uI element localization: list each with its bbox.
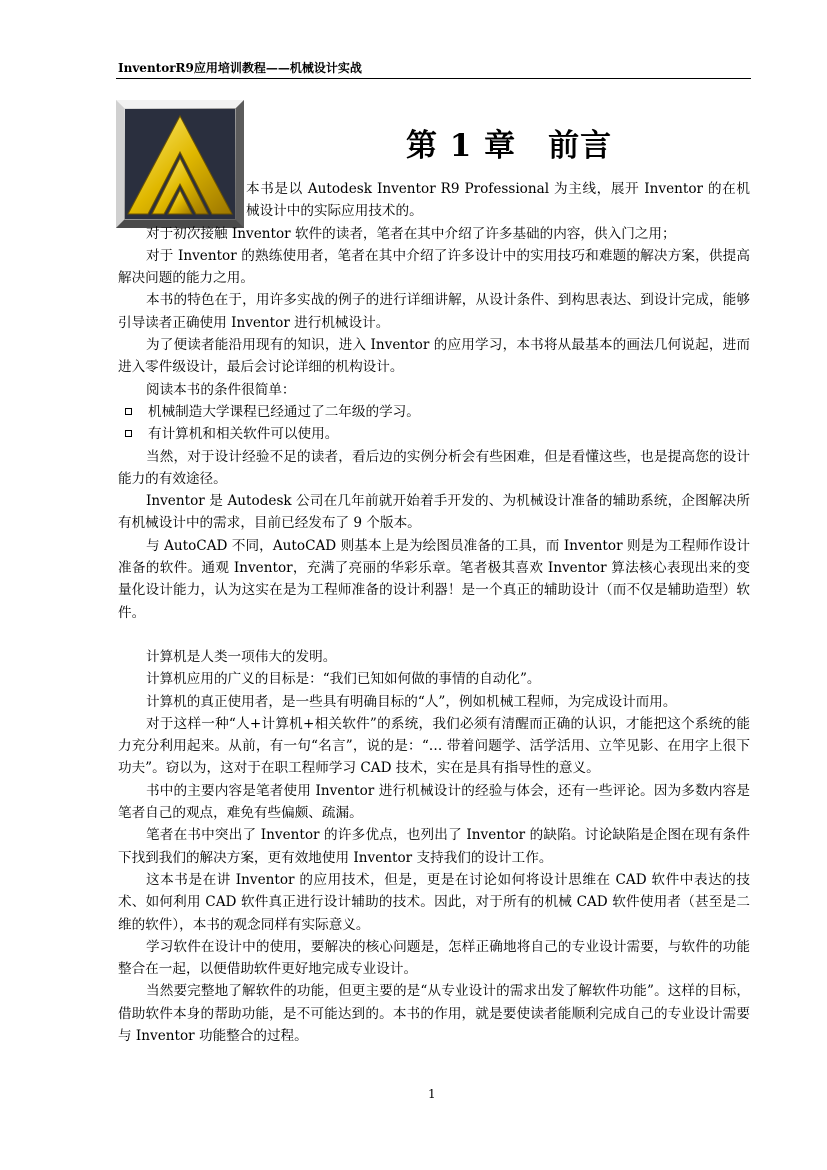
paragraph: 计算机应用的广义的目标是：“我们已知如何做的事情的自动化”。 xyxy=(146,671,541,688)
paragraph: 当然要完整地了解软件的功能，但更主要的是“从专业设计的需求出发了解软件功能”。这样的目标，借助软件本身的帮助功能，是不可能达到的。本书的作用，就是要使读者能顺利完成自己的专业设计需要与 Inventor 功能整合的过程。 xyxy=(118,983,750,1044)
bullet-item xyxy=(118,423,750,445)
paragraph: 与 AutoCAD 不同，AutoCAD 则基本上是为绘图员准备的工具，而 Inventor 则是为工程师作设计准备的软件。通观 Inventor，充满了亮丽的华彩乐章。笔者极其喜欢 Inventor 算法核心表现出来的变量化设计能力，认为这实在是为工程师准备的设计利器！是一个真正的辅助设计（而不仅是辅助造型）软件。 xyxy=(118,537,750,621)
chapter-title: 第 1 章 前言 xyxy=(406,128,613,164)
running-header-title: InventorR9应用培训教程——机械设计实战 xyxy=(118,61,362,75)
header-divider xyxy=(116,78,751,79)
paragraph: 对于初次接触 Inventor 软件的读者，笔者在其中介绍了许多基础的内容，供入门之用； xyxy=(146,225,676,242)
paragraph: 计算机是人类一项伟大的发明。 xyxy=(146,648,337,665)
paragraph: 笔者在书中突出了 Inventor 的许多优点，也列出了 Inventor 的缺陷。讨论缺陷是企图在现有条件下找到我们的解决方案，更有效地使用 Inventor 支持我们的设计工作。 xyxy=(118,827,750,866)
paragraph: Inventor 是 Autodesk 公司在几年前就开始着手开发的、为机械设计准备的辅助系统，企图解决所有机械设计中的需求，目前已经发布了 9 个版本。 xyxy=(118,493,750,532)
checkbox-bullet-icon xyxy=(125,430,132,437)
paragraph: 为了便读者能沿用现有的知识，进入 Inventor 的应用学习，本书将从最基本的画法几何说起，进而进入零件级设计，最后会讨论详细的机构设计。 xyxy=(118,337,750,376)
body-text xyxy=(118,178,750,1047)
intro-paragraph: 本书是以 Autodesk Inventor R9 Professional 为主线，展开 Inventor 的在机械设计中的实际应用技术的。 xyxy=(246,181,750,220)
paragraph: 当然，对于设计经验不足的读者，看后边的实例分析会有些困难，但是看懂这些，也是提高您的设计能力的有效途径。 xyxy=(118,448,750,487)
paragraph: 对于 Inventor 的熟练使用者，笔者在其中介绍了许多设计中的实用技巧和难题的解决方案，供提高解决问题的能力之用。 xyxy=(118,247,750,287)
bullet-item xyxy=(118,401,750,423)
paragraph: 本书的特色在于，用许多实战的例子的进行详细讲解，从设计条件、到构思表达、到设计完成，能够引导读者正确使用 Inventor 进行机械设计。 xyxy=(118,292,750,331)
page-number: 1 xyxy=(428,1087,436,1101)
paragraph: 学习软件在设计中的使用，要解决的核心问题是，怎样正确地将自己的专业设计需要，与软件的功能整合在一起，以便借助软件更好地完成专业设计。 xyxy=(118,938,750,978)
paragraph: 阅读本书的条件很简单： xyxy=(146,381,296,398)
paragraph: 这本书是在讲 Inventor 的应用技术，但是，更是在讨论如何将设计思维在 CAD 软件中表达的技术、如何利用 CAD 软件真正进行设计辅助的技术。因此，对于所有的机械 CAD 软件使用者（甚至是二维的软件），本书的观念同样有实际意义。 xyxy=(118,871,750,933)
paragraph: 对于这样一种“人+计算机+相关软件”的系统，我们必须有清醒而正确的认识，才能把这个系统的能力充分利用起来。从前，有一句“名言”，说的是：“… 带着问题学、活学活用、立竿见影、在用字上很下功夫”。窃以为，这对于在职工程师学习 CAD 技术，实在是具有指导性的意义。 xyxy=(118,715,750,777)
bullet-text: 有计算机和相关软件可以使用。 xyxy=(148,426,339,443)
paragraph: 计算机的真正使用者，是一些具有明确目标的“人”，例如机械工程师，为完成设计而用。 xyxy=(146,693,677,710)
checkbox-bullet-icon xyxy=(125,408,132,415)
paragraph-gap xyxy=(118,624,750,646)
paragraph: 书中的主要内容是笔者使用 Inventor 进行机械设计的经验与体会，还有一些评论。因为多数内容是笔者自己的观点，难免有些偏颇、疏漏。 xyxy=(118,782,750,822)
bullet-text: 机械制造大学课程已经通过了二年级的学习。 xyxy=(148,403,420,420)
